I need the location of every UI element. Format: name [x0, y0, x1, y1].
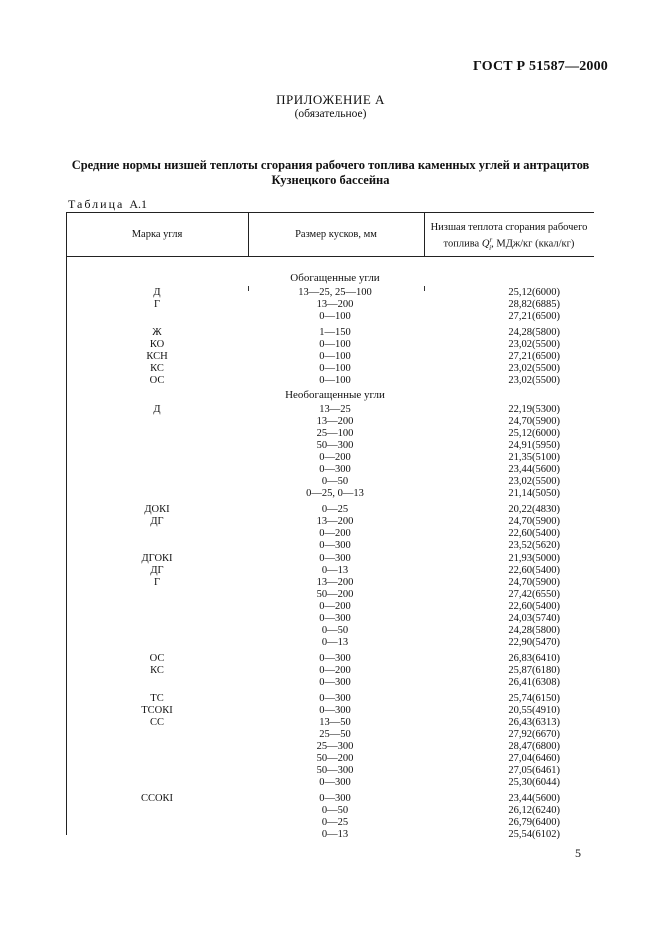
heat-symbol-sub: i	[489, 243, 492, 252]
heat-value: 23,02(5500)	[508, 339, 560, 350]
table-label-word: Таблица	[68, 197, 125, 211]
heat-value: 23,52(5620)	[508, 540, 560, 551]
size-range: 0—300	[319, 553, 351, 564]
heat-symbol: Q	[481, 238, 490, 250]
heat-value: 25,54(6102)	[508, 829, 560, 840]
heat-value: 20,55(4910)	[508, 705, 560, 716]
size-range: 13—200	[316, 299, 354, 310]
size-range: 50—200	[316, 753, 354, 764]
table-top-rule	[66, 212, 594, 213]
heat-symbol-sup: r	[489, 236, 493, 244]
heat-value: 22,90(5470)	[508, 637, 560, 648]
size-range: 0—13	[321, 565, 349, 576]
coal-mark: ДГ	[150, 565, 164, 576]
size-range: 0—100	[319, 351, 351, 362]
size-range: 0—300	[319, 705, 351, 716]
table-title-line1: Средние нормы низшей теплоты сгорания рабочего топлива каменных углей и антрацитов	[71, 158, 590, 172]
heat-value: 25,30(6044)	[508, 777, 560, 788]
coal-mark: КС	[150, 665, 164, 676]
size-range: 0—100	[319, 363, 351, 374]
heat-value: 21,35(5100)	[508, 452, 560, 463]
table-header-rule	[66, 256, 594, 257]
heat-value: 26,41(6308)	[508, 677, 560, 688]
heat-value: 22,19(5300)	[508, 404, 560, 415]
heat-value: 25,74(6150)	[508, 693, 560, 704]
coal-mark: ДГ	[150, 516, 164, 527]
heat-value: 28,82(6885)	[508, 299, 560, 310]
column-header-mark: Марка угля	[131, 229, 183, 240]
column-header-heat	[424, 221, 594, 255]
size-range: 13—50	[319, 717, 351, 728]
size-range: 0—200	[319, 528, 351, 539]
table-label-number: А.1	[129, 197, 147, 211]
heat-value: 23,44(5600)	[508, 464, 560, 475]
size-range: 13—25	[319, 404, 351, 415]
column-header-heat-line1: Низшая теплота сгорания рабочего	[430, 222, 588, 233]
size-range: 0—300	[319, 693, 351, 704]
column-header-size: Размер кусков, мм	[295, 229, 377, 240]
heat-value: 27,42(6550)	[508, 589, 560, 600]
heat-value: 27,04(6460)	[508, 753, 560, 764]
heat-value: 25,12(6000)	[508, 428, 560, 439]
size-range: 0—300	[319, 677, 351, 688]
size-range: 1—150	[319, 327, 351, 338]
header-text-a: топлива	[443, 238, 482, 250]
size-range: 0—100	[319, 375, 351, 386]
coal-mark: СС	[149, 717, 164, 728]
coal-mark: КО	[149, 339, 165, 350]
size-range: 0—300	[319, 464, 351, 475]
document-code: ГОСТ Р 51587—2000	[472, 59, 608, 74]
coal-mark: ОС	[149, 653, 165, 664]
size-range: 0—300	[319, 613, 351, 624]
heat-value: 26,12(6240)	[508, 805, 560, 816]
coal-mark: КСН	[146, 351, 168, 362]
heat-value: 27,21(6500)	[508, 311, 560, 322]
size-range: 13—25, 25—100	[298, 287, 372, 298]
size-range: 0—50	[321, 625, 349, 636]
size-range: 50—300	[316, 765, 354, 776]
section-heading-unenriched: Необогащенные угли	[285, 389, 385, 401]
heat-value: 20,22(4830)	[508, 504, 560, 515]
coal-mark: Д	[153, 287, 161, 298]
coal-mark: Г	[153, 299, 161, 310]
table-label	[68, 197, 147, 212]
heat-value: 22,60(5400)	[508, 601, 560, 612]
header-text-b: , МДж/кг (ккал/кг)	[491, 238, 575, 250]
heat-value: 26,83(6410)	[508, 653, 560, 664]
heat-value: 23,02(5500)	[508, 375, 560, 386]
coal-mark: ССОКI	[140, 793, 174, 804]
heat-value: 26,43(6313)	[508, 717, 560, 728]
section-heading-enriched: Обогащенные угли	[290, 272, 380, 284]
size-range: 0—300	[319, 793, 351, 804]
size-range: 0—200	[319, 665, 351, 676]
coal-mark: ДОКI	[144, 504, 170, 515]
heat-value: 28,47(6800)	[508, 741, 560, 752]
coal-mark: ОС	[149, 375, 165, 386]
size-range: 0—100	[319, 311, 351, 322]
size-range: 0—50	[321, 805, 349, 816]
heat-value: 23,02(5500)	[508, 476, 560, 487]
size-range: 13—200	[316, 516, 354, 527]
size-range: 13—200	[316, 416, 354, 427]
size-range: 25—100	[316, 428, 354, 439]
appendix-subtitle: (обязательное)	[294, 108, 367, 120]
heat-value: 27,21(6500)	[508, 351, 560, 362]
size-range: 25—50	[319, 729, 351, 740]
heat-value: 24,28(5800)	[508, 625, 560, 636]
coal-mark: Г	[153, 577, 161, 588]
heat-value: 27,05(6461)	[508, 765, 560, 776]
coal-mark: КС	[150, 363, 164, 374]
size-range: 0—300	[319, 653, 351, 664]
heat-value: 24,91(5950)	[508, 440, 560, 451]
page-number: 5	[575, 846, 581, 860]
size-range: 0—100	[319, 339, 351, 350]
heat-value: 24,28(5800)	[508, 327, 560, 338]
heat-value: 24,70(5900)	[508, 416, 560, 427]
heat-value: 24,70(5900)	[508, 577, 560, 588]
column-header-heat-line2	[424, 234, 594, 255]
size-range: 0—300	[319, 540, 351, 551]
size-range: 50—300	[316, 440, 354, 451]
heat-value: 23,44(5600)	[508, 793, 560, 804]
size-range: 0—300	[319, 777, 351, 788]
coal-mark: ТС	[150, 693, 164, 704]
heat-value: 21,14(5050)	[508, 488, 560, 499]
size-range: 0—50	[321, 476, 349, 487]
heat-value: 26,79(6400)	[508, 817, 560, 828]
size-range: 0—13	[321, 637, 349, 648]
table-title-line2: Кузнецкого бассейна	[271, 173, 390, 187]
heat-value: 22,60(5400)	[508, 528, 560, 539]
coal-mark: ДГОКI	[141, 553, 173, 564]
appendix-title: ПРИЛОЖЕНИЕ А	[276, 92, 385, 107]
heat-value: 27,92(6670)	[508, 729, 560, 740]
heat-value: 22,60(5400)	[508, 565, 560, 576]
size-range: 0—200	[319, 452, 351, 463]
coal-mark: ТСОКI	[141, 705, 173, 716]
size-range: 50—200	[316, 589, 354, 600]
coal-mark: Ж	[152, 327, 162, 338]
heat-value: 25,12(6000)	[508, 287, 560, 298]
size-range: 25—300	[316, 741, 354, 752]
heat-value: 25,87(6180)	[508, 665, 560, 676]
size-range: 0—200	[319, 601, 351, 612]
heat-value: 21,93(5000)	[508, 553, 560, 564]
size-range: 0—25	[321, 504, 349, 515]
size-range: 0—13	[321, 829, 349, 840]
size-range: 13—200	[316, 577, 354, 588]
heat-value: 24,70(5900)	[508, 516, 560, 527]
coal-mark: Д	[153, 404, 161, 415]
size-range: 0—25	[321, 817, 349, 828]
heat-value: 24,03(5740)	[508, 613, 560, 624]
size-range: 0—25, 0—13	[306, 488, 364, 499]
heat-value: 23,02(5500)	[508, 363, 560, 374]
